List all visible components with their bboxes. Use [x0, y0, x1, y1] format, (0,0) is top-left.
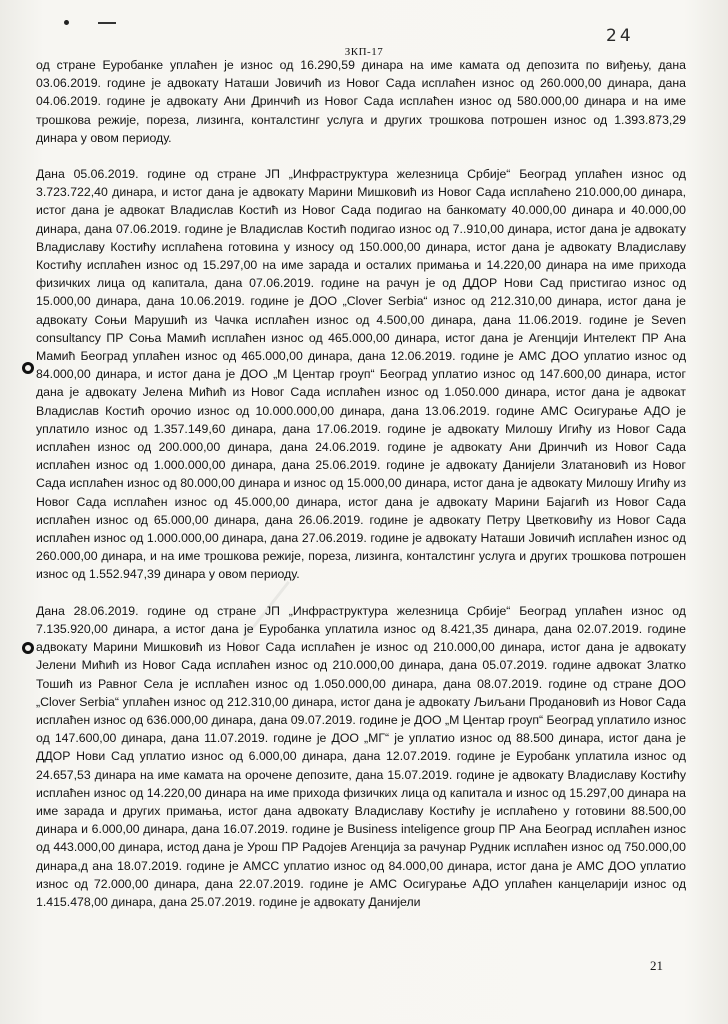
scan-mark — [98, 22, 116, 24]
case-number: ЗКП-17 — [344, 46, 384, 58]
handwritten-page-number: 24 — [606, 26, 634, 46]
punch-hole-icon — [22, 642, 34, 654]
punch-hole-icon — [22, 362, 34, 374]
paragraph: Дана 28.06.2019. године од стране ЈП „Инфраструктура железница Србије“ Београд уплаћен износ од 7.135.920,00 динара, а истог дана је Еуробанка уплатила износ од 8.421,35 динара, дана 02.07.2019. године адвокату Марини Мишковић из Новог Сада исплаћен је износ од 210.000,00 динара, истог дана је адвокату Јелени Мићић из Новог Сада исплаћен износ од 210.000,00 динара, дана 05.07.2019. године адвокат Златко Тошић из Равног Села је исплаћен износ од 1.050.000,00 динара, дана 08.07.2019. године од стране ДОО „Clover Serbia“ уплаћен износ од 212.310,00 динара, истог дана је адвокату Љиљани Продановић из Новог Сада исплаћен износ од 636.000,00 динара, дана 09.07.2019. године је ДОО „М Центар гроуп“ Београд уплатило износ од 147.600,00 динара, дана 11.07.2019. године је ДОО „МГ“ је уплатио износ од 88.500 динара, истог дана је ДДОР Нови Сад уплатио износ од 6.000,00 динара, дана 12.07.2019. године је Еуробанк уплатила износ од 24.657,53 динара на име камата на орочене депозите, дана 15.07.2019. године је адвокату Владиславу Костићу исплаћен износ од 14.220,00 динара на име прихода физичких лица од капитала и износ од 15.297,00 динара на име зарада и других примања, истог дана адвокату Владиславу Костићу је исплаћено у готовини 88.500,00 динара и 6.000,00 динара, дана 16.07.2019. године је Business inteligence group ПР Ана Београд исплаћен износ од 443.000,00 динара, истод дана је Урош ПР Радојев Агенција за рачунар Рудник исплаћен износ од 750.000,00 динара,д ана 18.07.2019. године је АМСС уплатио износ од 84.000,00 динара, истог дана је АМС ДОО уплатио износ од 72.000,00 динара, дана 22.07.2019. године је АМС Осигурање АДО уплаћен канцеларији износ од 1.415.478,00 динара, дана 25.07.2019. године је адвокату Данијели — [36, 603, 686, 909]
paragraph: Дана 05.06.2019. године од стране ЈП „Инфраструктура железница Србије“ Београд уплаћен износ од 3.723.722,40 динара, и истог дана је адвокату Марини Мишковић из Новог Сада исплаћено 210.000,00 динара, истог дана је адвокат Владислав Костић из Новог Сада подигао на банкомату 40.000,00 динара и 40.000,00 динара, дана 07.06.2019. године је Владислав Костић подигао износ од 7..910,00 динара, истог дана је адвокату Владиславу Костићу исплаћена готовина у износу од 150.000,00 динара, истог дана је адвокату Владиславу Костићу исплаћен износ од 15.297,00 на име зарада и осталих примања и 14.220,00 динара на име прихода физичких лица од капитала, дана 07.06.2019. године на рачун је од ДДОР Нови Сад пристигао износ од 15.000,00 динара, дана 10.06.2019. године је ДОО „Clover Serbia“ износ од 212.310,00 динара, истог дана је адвокату Соњи Марушић из Чачка исплаћен износ од 4.500,00 динара, дана 11.06.2019. године је Seven consultancy ПР Соња Мамић исплаћен износ од 465.000,00 динара, истог дана је Агенцији Интелект ПР Ана Мамић Београд уплаћен износ од 465.000,00 динара, дана 12.06.2019. године је АМС ДОО уплатио износ од 84.000,00 динара, и истог дана је ДОО „М Центар гроуп“ Београд уплатио износ од 147.600,00 динара, истог дана је адвокату Јелена Мићић из Новог Сада исплаћен износ од 1.050.000 динара, истог дана је адвокат Владислав Костић орочио износ од 10.000.000,00 динара, дана 13.06.2019. године АМС Осигурање АДО је уплатило износ од 1.357.149,60 динара, дана 17.06.2019. године је адвокату Милошу Игићу из Новог Сада исплаћен износ од 200.000,00 динара, дана 24.06.2019. године је адвокату Ани Дринчић из Новог Сада исплаћен износ од 1.000.000,00 динара, дана 25.06.2019. године је адвокату Данијели Златановић из Новог Сада исплаћен износ од 80.000,00 динара и износ од 15.000,00 динара, истог дана је адвокату Милошу Игићу из Новог Сада исплаћен износ од 45.000,00 динара, истог дана је адвокату Марини Бајагић из Новог Сада исплаћен износ од 65.000,00 динара, дана 26.06.2019. године је адвокату Петру Цветковићу из Новог Сада исплаћен износ од 1.000.000,00 динара, дана 27.06.2019. године је адвокату Наташи Јовичић исплаћен износ од 260.000,00 динара, и на име трошкова режије, пореза, лизинга, конталстинг услуга и других трошкова потрошен износ од 1.552.947,39 динара у овом периоду. — [36, 167, 686, 582]
paragraph: од стране Еуробанке уплаћен је износ од 16.290,59 динара на име камата од депозита по виђењу, дана 03.06.2019. године је адвокату Наташи Јовичић из Новог Сада исплаћен износ од 260.000,00 динара, дана 04.06.2019. године је адвокату Ани Дринчић из Новог Сада исплаћен износ од 580.000,00 динара и на име трошкова режије, пореза, лизинга, конталстинг услуга и других трошкова потрошен износ од 1.393.873,29 динара у овом периоду. — [36, 58, 686, 145]
page-number: 21 — [650, 958, 663, 973]
scan-mark — [64, 20, 69, 25]
document-body — [36, 56, 686, 929]
